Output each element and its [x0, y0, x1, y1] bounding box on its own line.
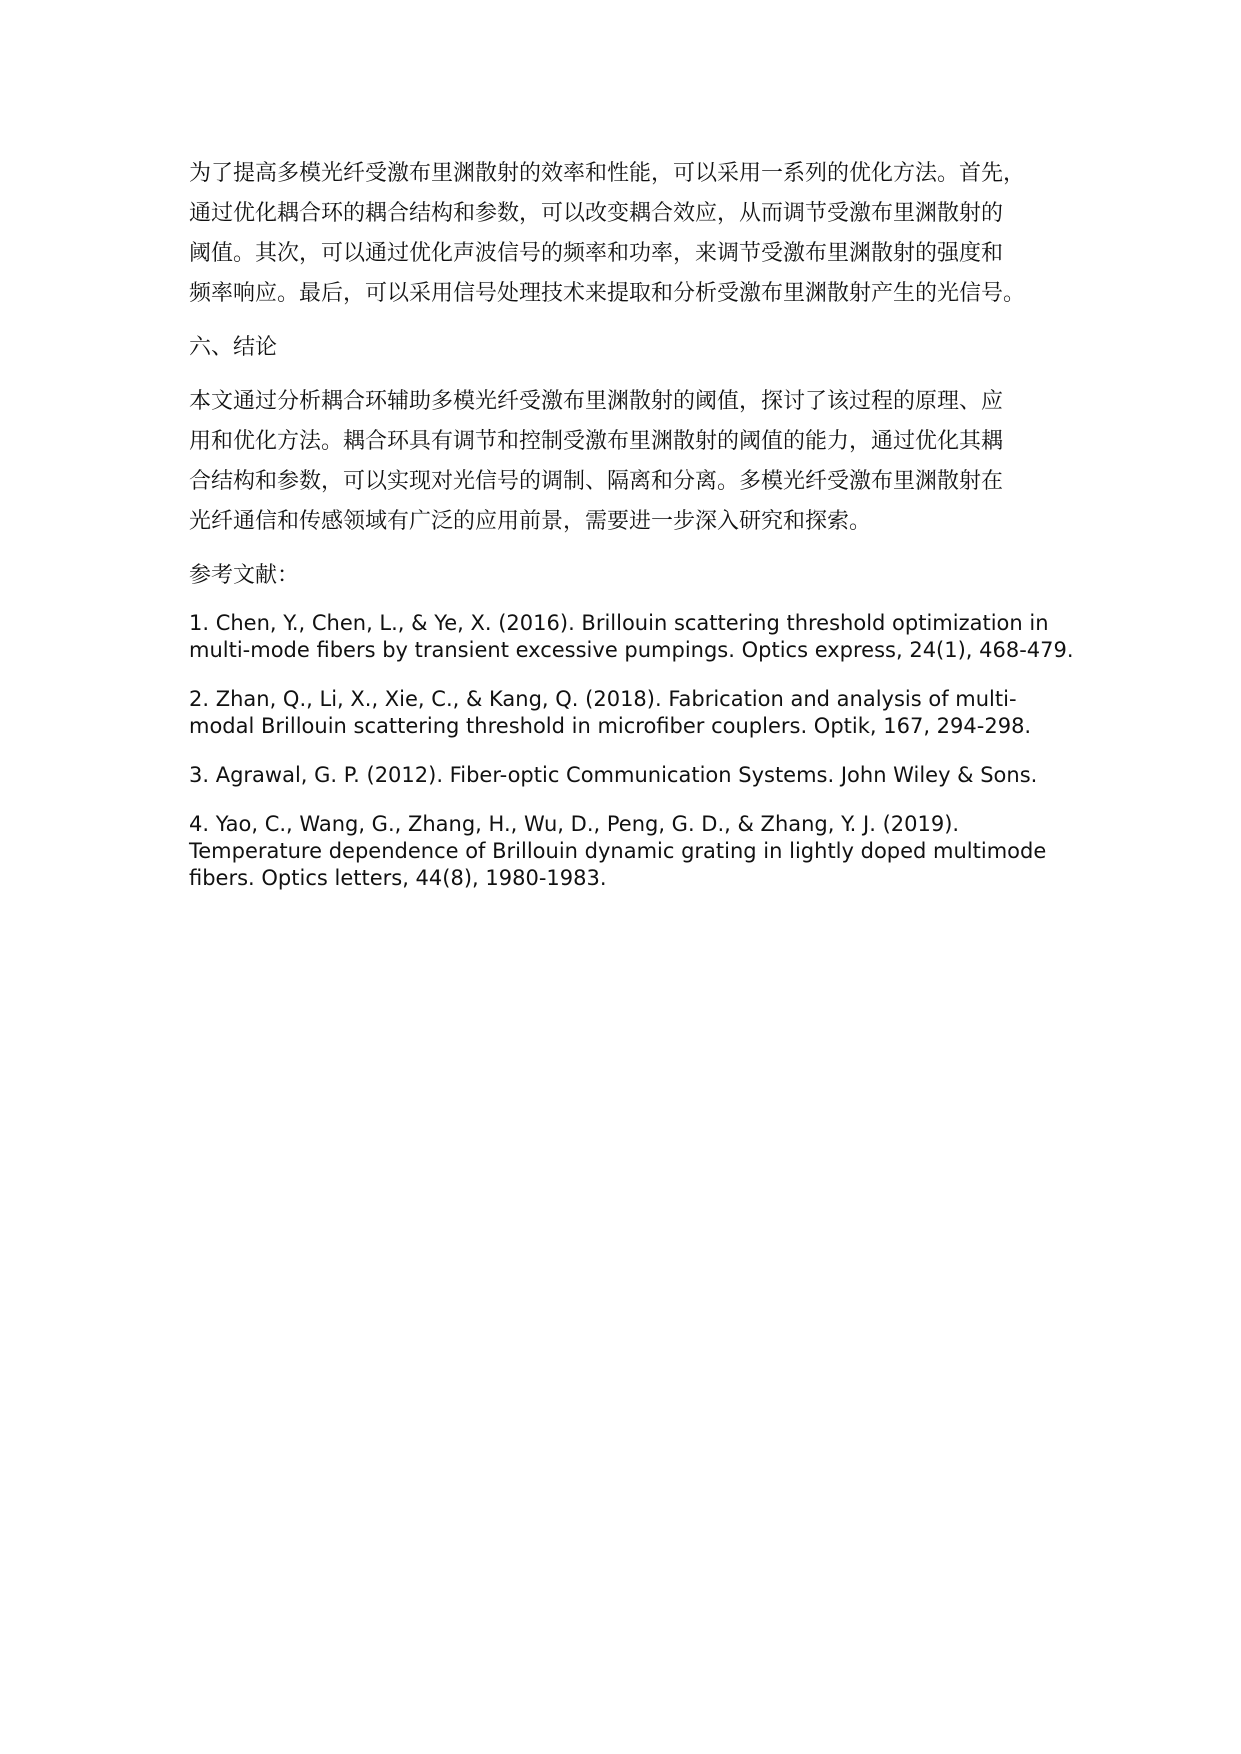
reference-item — [189, 811, 1089, 892]
paragraph-line: 阈值。其次，可以通过优化声波信号的频率和功率，来调节受激布里渊散射的强度和 — [189, 241, 1004, 266]
document-page — [189, 154, 1089, 892]
reference-item — [189, 610, 1089, 664]
paragraph-line: 合结构和参数，可以实现对光信号的调制、隔离和分离。多模光纤受激布里渊散射在 — [189, 469, 1004, 494]
reference-item — [189, 686, 1089, 740]
reference-line: 2. Zhan, Q., Li, X., Xie, C., & Kang, Q. (2018). Fabrication and analysis of multi- — [189, 687, 1017, 711]
reference-line: 3. Agrawal, G. P. (2012). Fiber-optic Communication Systems. John Wiley & Sons. — [189, 763, 1038, 787]
references-list — [189, 610, 1089, 892]
reference-line: 1. Chen, Y., Chen, L., & Ye, X. (2016). Brillouin scattering threshold optimization in — [189, 611, 1049, 635]
reference-line: fibers. Optics letters, 44(8), 1980-1983. — [189, 866, 607, 890]
paragraph-line: 通过优化耦合环的耦合结构和参数，可以改变耦合效应，从而调节受激布里渊散射的 — [189, 201, 1004, 226]
optimization-paragraph — [189, 154, 1089, 314]
reference-line: modal Brillouin scattering threshold in microfiber couplers. Optik, 167, 294-298. — [189, 714, 1032, 738]
paragraph-line: 为了提高多模光纤受激布里渊散射的效率和性能，可以采用一系列的优化方法。首先， — [189, 161, 1026, 186]
paragraph-line: 频率响应。最后，可以采用信号处理技术来提取和分析受激布里渊散射产生的光信号。 — [189, 281, 1026, 306]
reference-line: Temperature dependence of Brillouin dynamic grating in lightly doped multimode — [189, 839, 1047, 863]
reference-item — [189, 762, 1089, 789]
paragraph-line: 用和优化方法。耦合环具有调节和控制受激布里渊散射的阈值的能力，通过优化其耦 — [189, 429, 1004, 454]
references-heading: 参考文献： — [189, 563, 300, 588]
paragraph-line: 本文通过分析耦合环辅助多模光纤受激布里渊散射的阈值，探讨了该过程的原理、应 — [189, 389, 1004, 414]
reference-line: multi-mode fibers by transient excessive pumpings. Optics express, 24(1), 468-479. — [189, 638, 1074, 662]
reference-line: 4. Yao, C., Wang, G., Zhang, H., Wu, D., Peng, G. D., & Zhang, Y. J. (2019). — [189, 812, 960, 836]
conclusion-heading: 六、结论 — [189, 335, 278, 360]
paragraph-line: 光纤通信和传感领域有广泛的应用前景，需要进一步深入研究和探索。 — [189, 509, 872, 534]
conclusion-paragraph — [189, 382, 1089, 542]
